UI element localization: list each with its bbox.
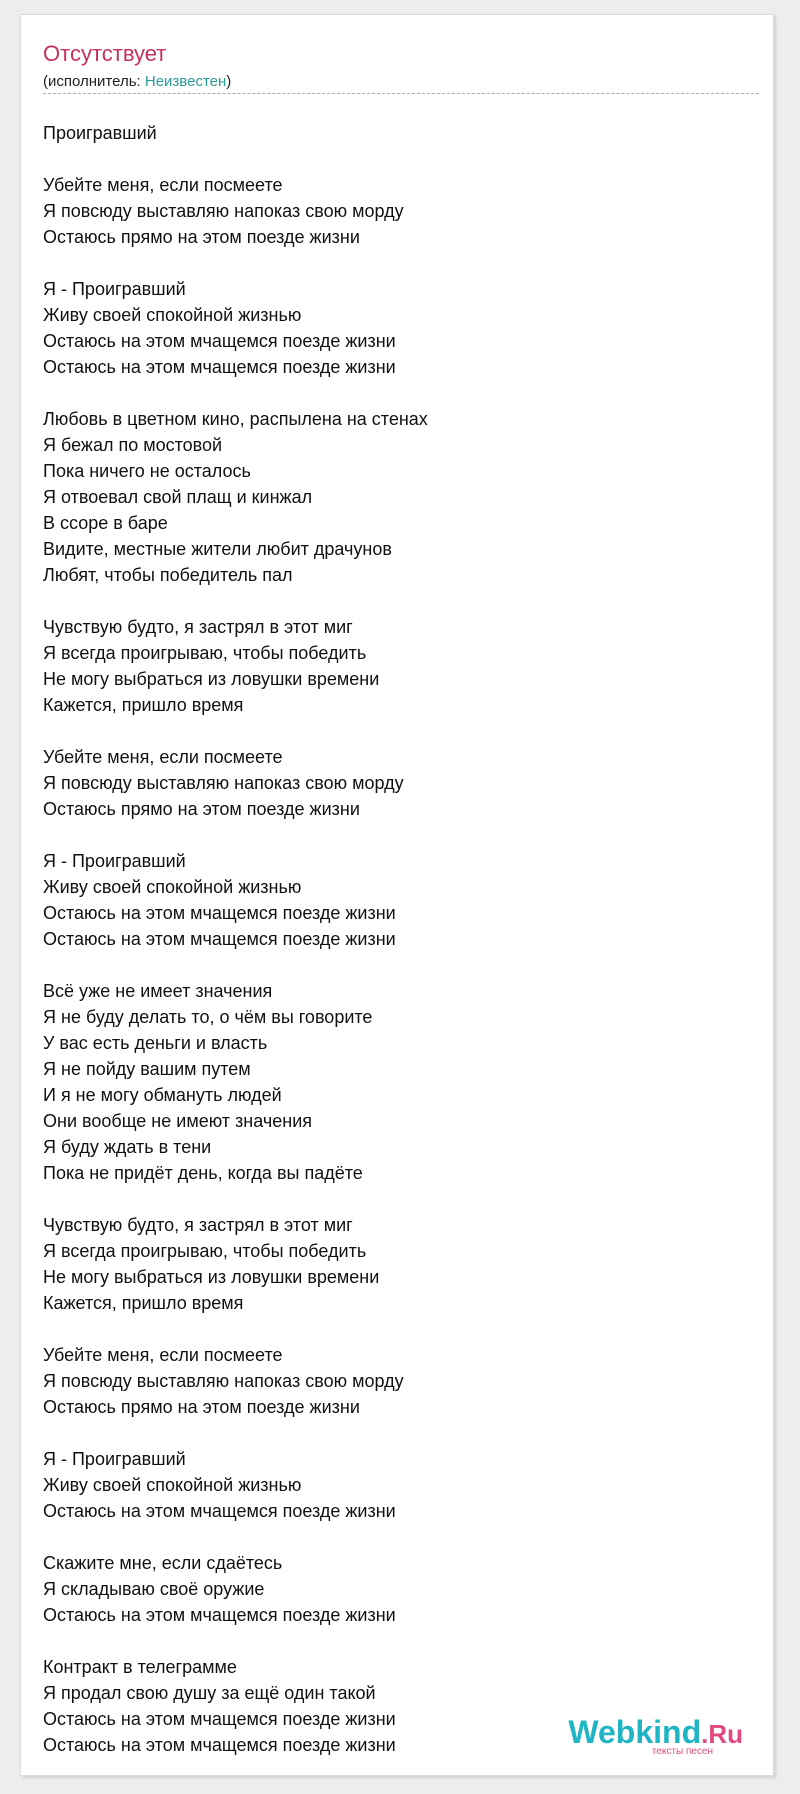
song-title: Отсутствует [43, 41, 167, 66]
stanza-break [43, 380, 763, 406]
watermark-tagline: тексты песен [651, 1746, 713, 1757]
watermark-brand-name: Webkind [568, 1714, 702, 1750]
lyric-line: Остаюсь прямо на этом поезде жизни [43, 227, 360, 247]
lyrics-text [43, 120, 763, 1758]
lyric-line: Я всегда проигрываю, чтобы победить [43, 1241, 367, 1261]
lyric-line: Я - Проигравший [43, 279, 186, 299]
lyric-line: Живу своей спокойной жизнью [43, 877, 302, 897]
stanza-break [43, 1524, 763, 1550]
lyric-line: Видите, местные жители любит драчунов [43, 539, 392, 559]
lyric-line: Я отвоевал свой плащ и кинжал [43, 487, 313, 507]
lyric-line: Чувствую будто, я застрял в этот миг [43, 617, 353, 637]
lyric-line: Контракт в телеграмме [43, 1657, 237, 1677]
lyric-line: Остаюсь прямо на этом поезде жизни [43, 799, 360, 819]
lyric-line: Кажется, пришло время [43, 1293, 244, 1313]
lyric-line: Всё уже не имеет значения [43, 981, 273, 1001]
lyric-line: Остаюсь на этом мчащемся поезде жизни [43, 357, 396, 377]
lyric-line: Не могу выбраться из ловушки времени [43, 1267, 380, 1287]
lyric-line: Остаюсь на этом мчащемся поезде жизни [43, 903, 396, 923]
lyric-line: Остаюсь на этом мчащемся поезде жизни [43, 929, 396, 949]
lyric-line: Остаюсь на этом мчащемся поезде жизни [43, 331, 396, 351]
stanza-break [43, 952, 763, 978]
lyric-line: Я всегда проигрываю, чтобы победить [43, 643, 367, 663]
lyric-line: У вас есть деньги и власть [43, 1033, 268, 1053]
lyric-line: Остаюсь на этом мчащемся поезде жизни [43, 1605, 396, 1625]
lyric-line: Проигравший [43, 123, 157, 143]
lyric-line: Остаюсь на этом мчащемся поезде жизни [43, 1735, 396, 1755]
lyric-line: Пока не придёт день, когда вы падёте [43, 1163, 363, 1183]
artist-prefix: (исполнитель: [43, 73, 145, 90]
stanza-break [43, 1316, 763, 1342]
lyric-line: Они вообще не имеют значения [43, 1111, 312, 1131]
lyric-line: Убейте меня, если посмеете [43, 175, 283, 195]
lyric-line: В ссоре в баре [43, 513, 168, 533]
lyric-line: Я - Проигравший [43, 851, 186, 871]
stanza-break [43, 146, 763, 172]
lyric-line: Я не буду делать то, о чём вы говорите [43, 1007, 373, 1027]
stanza-break [43, 822, 763, 848]
lyric-line: Я бежал по мостовой [43, 435, 223, 455]
lyric-line: Я повсюду выставляю напоказ свою морду [43, 773, 404, 793]
lyric-line: Скажите мне, если сдаётесь [43, 1553, 283, 1573]
watermark-tld: .Ru [701, 1719, 743, 1749]
lyrics-card [20, 14, 774, 1776]
stanza-break [43, 1186, 763, 1212]
lyric-line: Я складываю своё оружие [43, 1579, 265, 1599]
lyric-line: Я повсюду выставляю напоказ свою морду [43, 1371, 404, 1391]
lyric-line: Я не пойду вашим путем [43, 1059, 251, 1079]
stanza-break [43, 588, 763, 614]
lyric-line: Остаюсь на этом мчащемся поезде жизни [43, 1501, 396, 1521]
lyric-line: Я продал свою душу за ещё один такой [43, 1683, 376, 1703]
lyric-line: Кажется, пришло время [43, 695, 244, 715]
webkind-logo [568, 1716, 743, 1757]
lyric-line: Остаюсь прямо на этом поезде жизни [43, 1397, 360, 1417]
artist-link[interactable]: Неизвестен [144, 73, 227, 90]
artist-line [43, 74, 231, 89]
stanza-break [43, 250, 763, 276]
lyric-line: Живу своей спокойной жизнью [43, 1475, 302, 1495]
watermark-brand [568, 1716, 743, 1748]
lyric-line: Пока ничего не осталось [43, 461, 251, 481]
stanza-break [43, 1420, 763, 1446]
dashed-divider [43, 93, 759, 94]
lyric-line: Любят, чтобы победитель пал [43, 565, 293, 585]
lyric-line: Остаюсь на этом мчащемся поезде жизни [43, 1709, 396, 1729]
lyric-line: Я - Проигравший [43, 1449, 186, 1469]
artist-suffix: ) [226, 73, 232, 90]
lyric-line: И я не могу обмануть людей [43, 1085, 282, 1105]
lyric-line: Живу своей спокойной жизнью [43, 305, 302, 325]
lyric-line: Убейте меня, если посмеете [43, 1345, 283, 1365]
lyric-line: Не могу выбраться из ловушки времени [43, 669, 380, 689]
lyric-line: Я буду ждать в тени [43, 1137, 212, 1157]
lyric-line: Я повсюду выставляю напоказ свою морду [43, 201, 404, 221]
stanza-break [43, 1628, 763, 1654]
lyric-line: Убейте меня, если посмеете [43, 747, 283, 767]
lyric-line: Любовь в цветном кино, распылена на стенах [43, 409, 428, 429]
lyric-line: Чувствую будто, я застрял в этот миг [43, 1215, 353, 1235]
stanza-break [43, 718, 763, 744]
